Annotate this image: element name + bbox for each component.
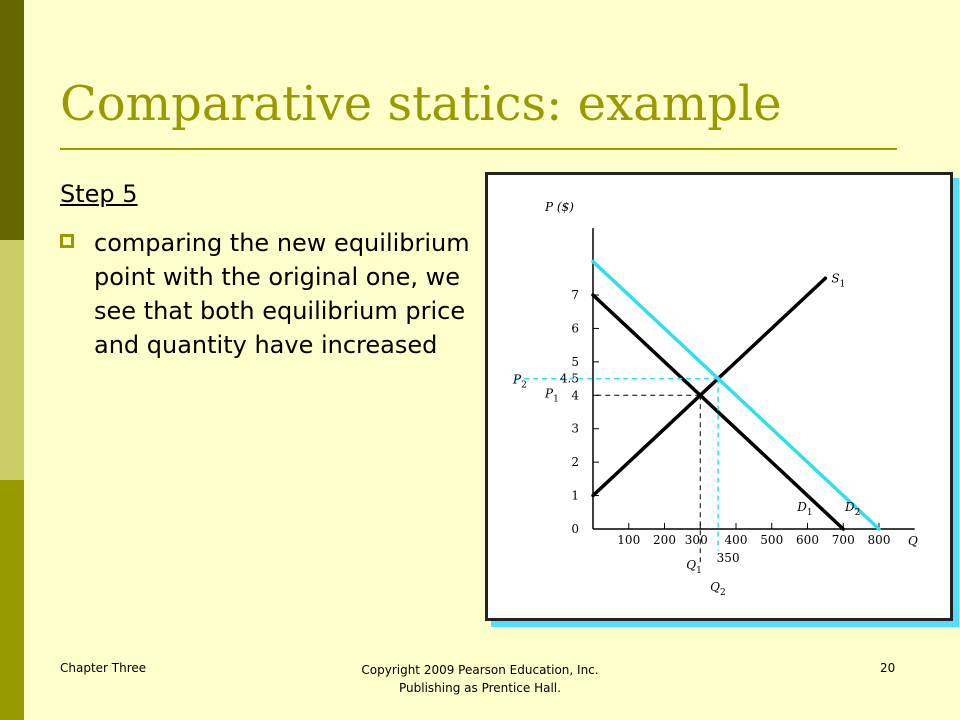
y-axis-label: P ($) — [545, 200, 574, 214]
footer-copyright-line1: Copyright 2009 Pearson Education, Inc. — [361, 663, 599, 677]
y-tick-label: 4 — [571, 388, 579, 403]
q1-label: $Q_1$ — [686, 558, 702, 576]
supply-demand-chart — [488, 175, 950, 618]
slide-title: Comparative statics: example — [60, 76, 782, 132]
x-tick-label: 400 — [724, 533, 748, 547]
d1-curve — [593, 295, 843, 529]
footer-page-number: 20 — [880, 661, 896, 675]
sidebar-accent-top — [0, 0, 24, 240]
sidebar-accent-bottom — [0, 480, 24, 720]
x-tick-label: 500 — [760, 533, 784, 547]
p2-label: $P_2$ — [513, 372, 527, 391]
x-tick-label: 100 — [617, 533, 641, 547]
y-tick-label: 7 — [571, 287, 579, 302]
x-axis-label: Q — [908, 534, 918, 548]
footer-copyright — [330, 661, 630, 697]
d2-curve-label: $D_2$ — [845, 500, 861, 518]
x-tick-label: 700 — [831, 533, 855, 547]
y-tick-label: 0 — [571, 522, 579, 536]
q2-label: $Q_2$ — [710, 580, 726, 598]
q2-value-label: 350 — [716, 551, 740, 565]
bullet-text: comparing the new equilibrium point with the original one, we see that both equilibrium price and quantity have increased — [94, 229, 470, 359]
hollow-square-bullet-icon — [60, 234, 74, 248]
y-tick-label: 2 — [571, 455, 579, 470]
d1-curve-label: $D_1$ — [797, 500, 813, 518]
x-tick-label: 800 — [867, 533, 891, 547]
y-tick-label: 5 — [571, 354, 579, 369]
p2-value-label: 4.5 — [559, 371, 579, 386]
supply-demand-figure — [485, 172, 953, 621]
footer-chapter: Chapter Three — [60, 661, 147, 675]
y-tick-label: 6 — [571, 321, 579, 336]
x-tick-label: 300 — [684, 533, 708, 547]
footer-copyright-line2: Publishing as Prentice Hall. — [399, 681, 561, 695]
s1-curve-label: $S_1$ — [831, 271, 846, 290]
x-tick-label: 200 — [653, 533, 676, 547]
s1-curve — [593, 278, 825, 495]
p1-label: $P_1$ — [545, 386, 559, 405]
title-underline-rule — [60, 148, 897, 150]
sidebar-accent-middle — [0, 240, 24, 480]
y-tick-label: 1 — [571, 488, 579, 503]
y-tick-label: 3 — [571, 421, 579, 436]
x-tick-label: 600 — [796, 533, 819, 547]
step-label: Step 5 — [60, 180, 138, 208]
